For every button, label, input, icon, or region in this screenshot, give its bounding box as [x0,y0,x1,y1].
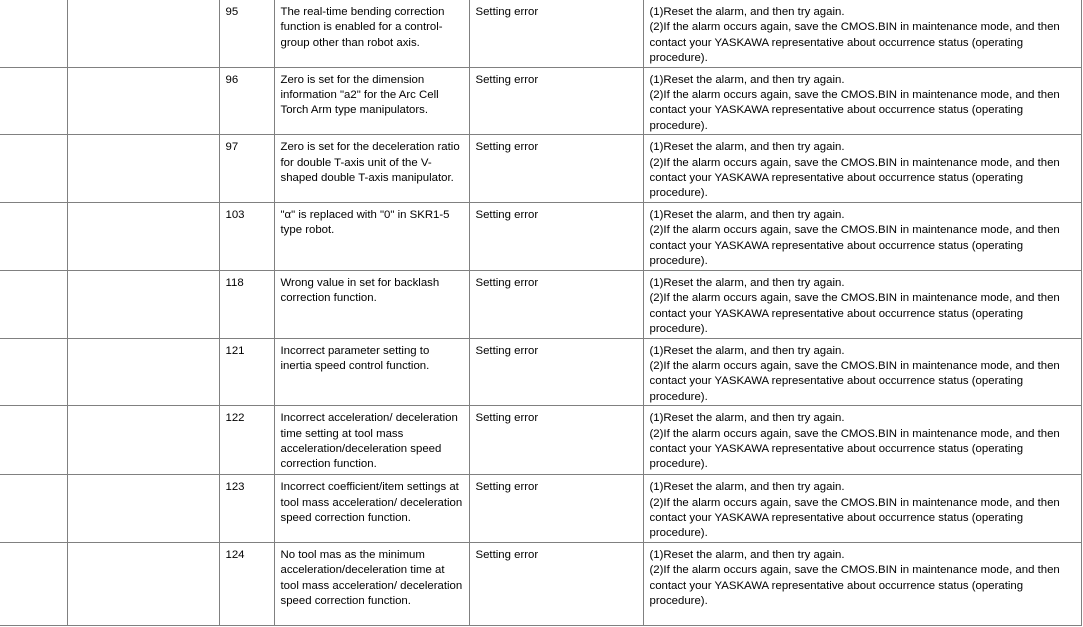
table-row [0,67,1081,135]
description-cell: Incorrect acceleration/ deceleration time setting at tool mass acceleration/deceleration speed correction function. [274,406,469,475]
remedy-step-1: (1)Reset the alarm, and then try again. [649,276,845,289]
remedy-step-2: (2)If the alarm occurs again, save the CMOS.BIN in maintenance mode, and then contact your YASKAWA representative about occurrence status (operating procedure). [649,427,1060,471]
sub-code-cell: 95 [219,0,274,67]
remedy-step-2: (2)If the alarm occurs again, save the CMOS.BIN in maintenance mode, and then contact your YASKAWA representative about occurrence status (operating procedure). [649,564,1060,607]
remedy-step-1: (1)Reset the alarm, and then try again. [649,208,845,221]
alarm-name-cell [67,135,219,203]
alarm-name-cell [67,0,219,67]
sub-code-cell: 121 [219,338,274,406]
alarm-number-cell [0,135,67,203]
alarm-number-cell [0,475,67,543]
description-cell: Wrong value in set for backlash correction function. [274,270,469,338]
remedy-step-2: (2)If the alarm occurs again, save the CMOS.BIN in maintenance mode, and then contact your YASKAWA representative about occurrence status (operating procedure). [649,224,1060,268]
error-type-cell: Setting error [469,270,643,338]
description-cell: Incorrect parameter setting to inertia speed control function. [274,338,469,406]
table-row [0,475,1081,543]
alarm-name-cell [67,270,219,338]
remedy-cell [643,202,1081,270]
description-cell: The real-time bending correction function is enabled for a control-group other than robot axis. [274,0,469,67]
remedy-cell [643,406,1081,475]
error-type-cell: Setting error [469,406,643,475]
remedy-cell [643,338,1081,406]
alarm-name-cell [67,202,219,270]
alarm-name-cell [67,67,219,135]
remedy-step-1: (1)Reset the alarm, and then try again. [649,6,845,18]
alarm-number-cell [0,0,67,67]
description-cell: No tool mas as the minimum acceleration/deceleration time at tool mass acceleration/ deceleration speed correction function. [274,542,469,625]
error-type-cell: Setting error [469,135,643,203]
description-cell: "α" is replaced with "0" in SKR1-5 type robot. [274,202,469,270]
alarm-number-cell [0,202,67,270]
error-type-cell: Setting error [469,202,643,270]
alarm-name-cell [67,475,219,543]
remedy-cell [643,542,1081,625]
remedy-cell [643,270,1081,338]
alarm-name-cell [67,338,219,406]
table-row [0,542,1081,625]
remedy-step-1: (1)Reset the alarm, and then try again. [649,481,845,494]
error-type-cell: Setting error [469,475,643,543]
alarm-number-cell [0,406,67,475]
description-cell: Incorrect coefficient/item settings at tool mass acceleration/ deceleration speed correction function. [274,475,469,543]
remedy-step-1: (1)Reset the alarm, and then try again. [649,412,845,425]
alarm-name-cell [67,542,219,625]
sub-code-cell: 123 [219,475,274,543]
alarm-number-cell [0,67,67,135]
table-row [0,202,1081,270]
sub-code-cell: 97 [219,135,274,203]
remedy-step-2: (2)If the alarm occurs again, save the CMOS.BIN in maintenance mode, and then contact your YASKAWA representative about occurrence status (operating procedure). [649,156,1060,200]
description-cell: Zero is set for the deceleration ratio for double T-axis unit of the V-shaped double T-axis manipulator. [274,135,469,203]
alarm-number-cell [0,270,67,338]
remedy-step-1: (1)Reset the alarm, and then try again. [649,344,845,357]
error-type-cell: Setting error [469,338,643,406]
remedy-step-1: (1)Reset the alarm, and then try again. [649,141,845,154]
table-row [0,135,1081,203]
description-cell: Zero is set for the dimension information "a2" for the Arc Cell Torch Arm type manipulators. [274,67,469,135]
remedy-step-1: (1)Reset the alarm, and then try again. [649,73,845,86]
table-row [0,270,1081,338]
remedy-cell [643,135,1081,203]
sub-code-cell: 124 [219,542,274,625]
alarm-number-cell [0,542,67,625]
remedy-step-1: (1)Reset the alarm, and then try again. [649,548,845,561]
sub-code-cell: 122 [219,406,274,475]
sub-code-cell: 103 [219,202,274,270]
error-type-cell: Setting error [469,0,643,67]
alarm-name-cell [67,406,219,475]
remedy-step-2: (2)If the alarm occurs again, save the CMOS.BIN in maintenance mode, and then contact your YASKAWA representative about occurrence status (operating procedure). [649,292,1060,336]
remedy-cell [643,67,1081,135]
alarm-number-cell [0,338,67,406]
remedy-step-2: (2)If the alarm occurs again, save the CMOS.BIN in maintenance mode, and then contact your YASKAWA representative about occurrence status (operating procedure). [649,496,1060,540]
sub-code-cell: 96 [219,67,274,135]
remedy-step-2: (2)If the alarm occurs again, save the CMOS.BIN in maintenance mode, and then contact your YASKAWA representative about occurrence status (operating procedure). [649,89,1060,132]
table-row [0,406,1081,475]
table-row [0,0,1081,67]
error-type-cell: Setting error [469,542,643,625]
sub-code-cell: 118 [219,270,274,338]
remedy-step-2: (2)If the alarm occurs again, save the CMOS.BIN in maintenance mode, and then contact your YASKAWA representative about occurrence status (operating procedure). [649,21,1060,65]
remedy-cell [643,475,1081,543]
table-row [0,338,1081,406]
error-type-cell: Setting error [469,67,643,135]
remedy-step-2: (2)If the alarm occurs again, save the CMOS.BIN in maintenance mode, and then contact your YASKAWA representative about occurrence status (operating procedure). [649,359,1060,403]
remedy-cell [643,0,1081,67]
